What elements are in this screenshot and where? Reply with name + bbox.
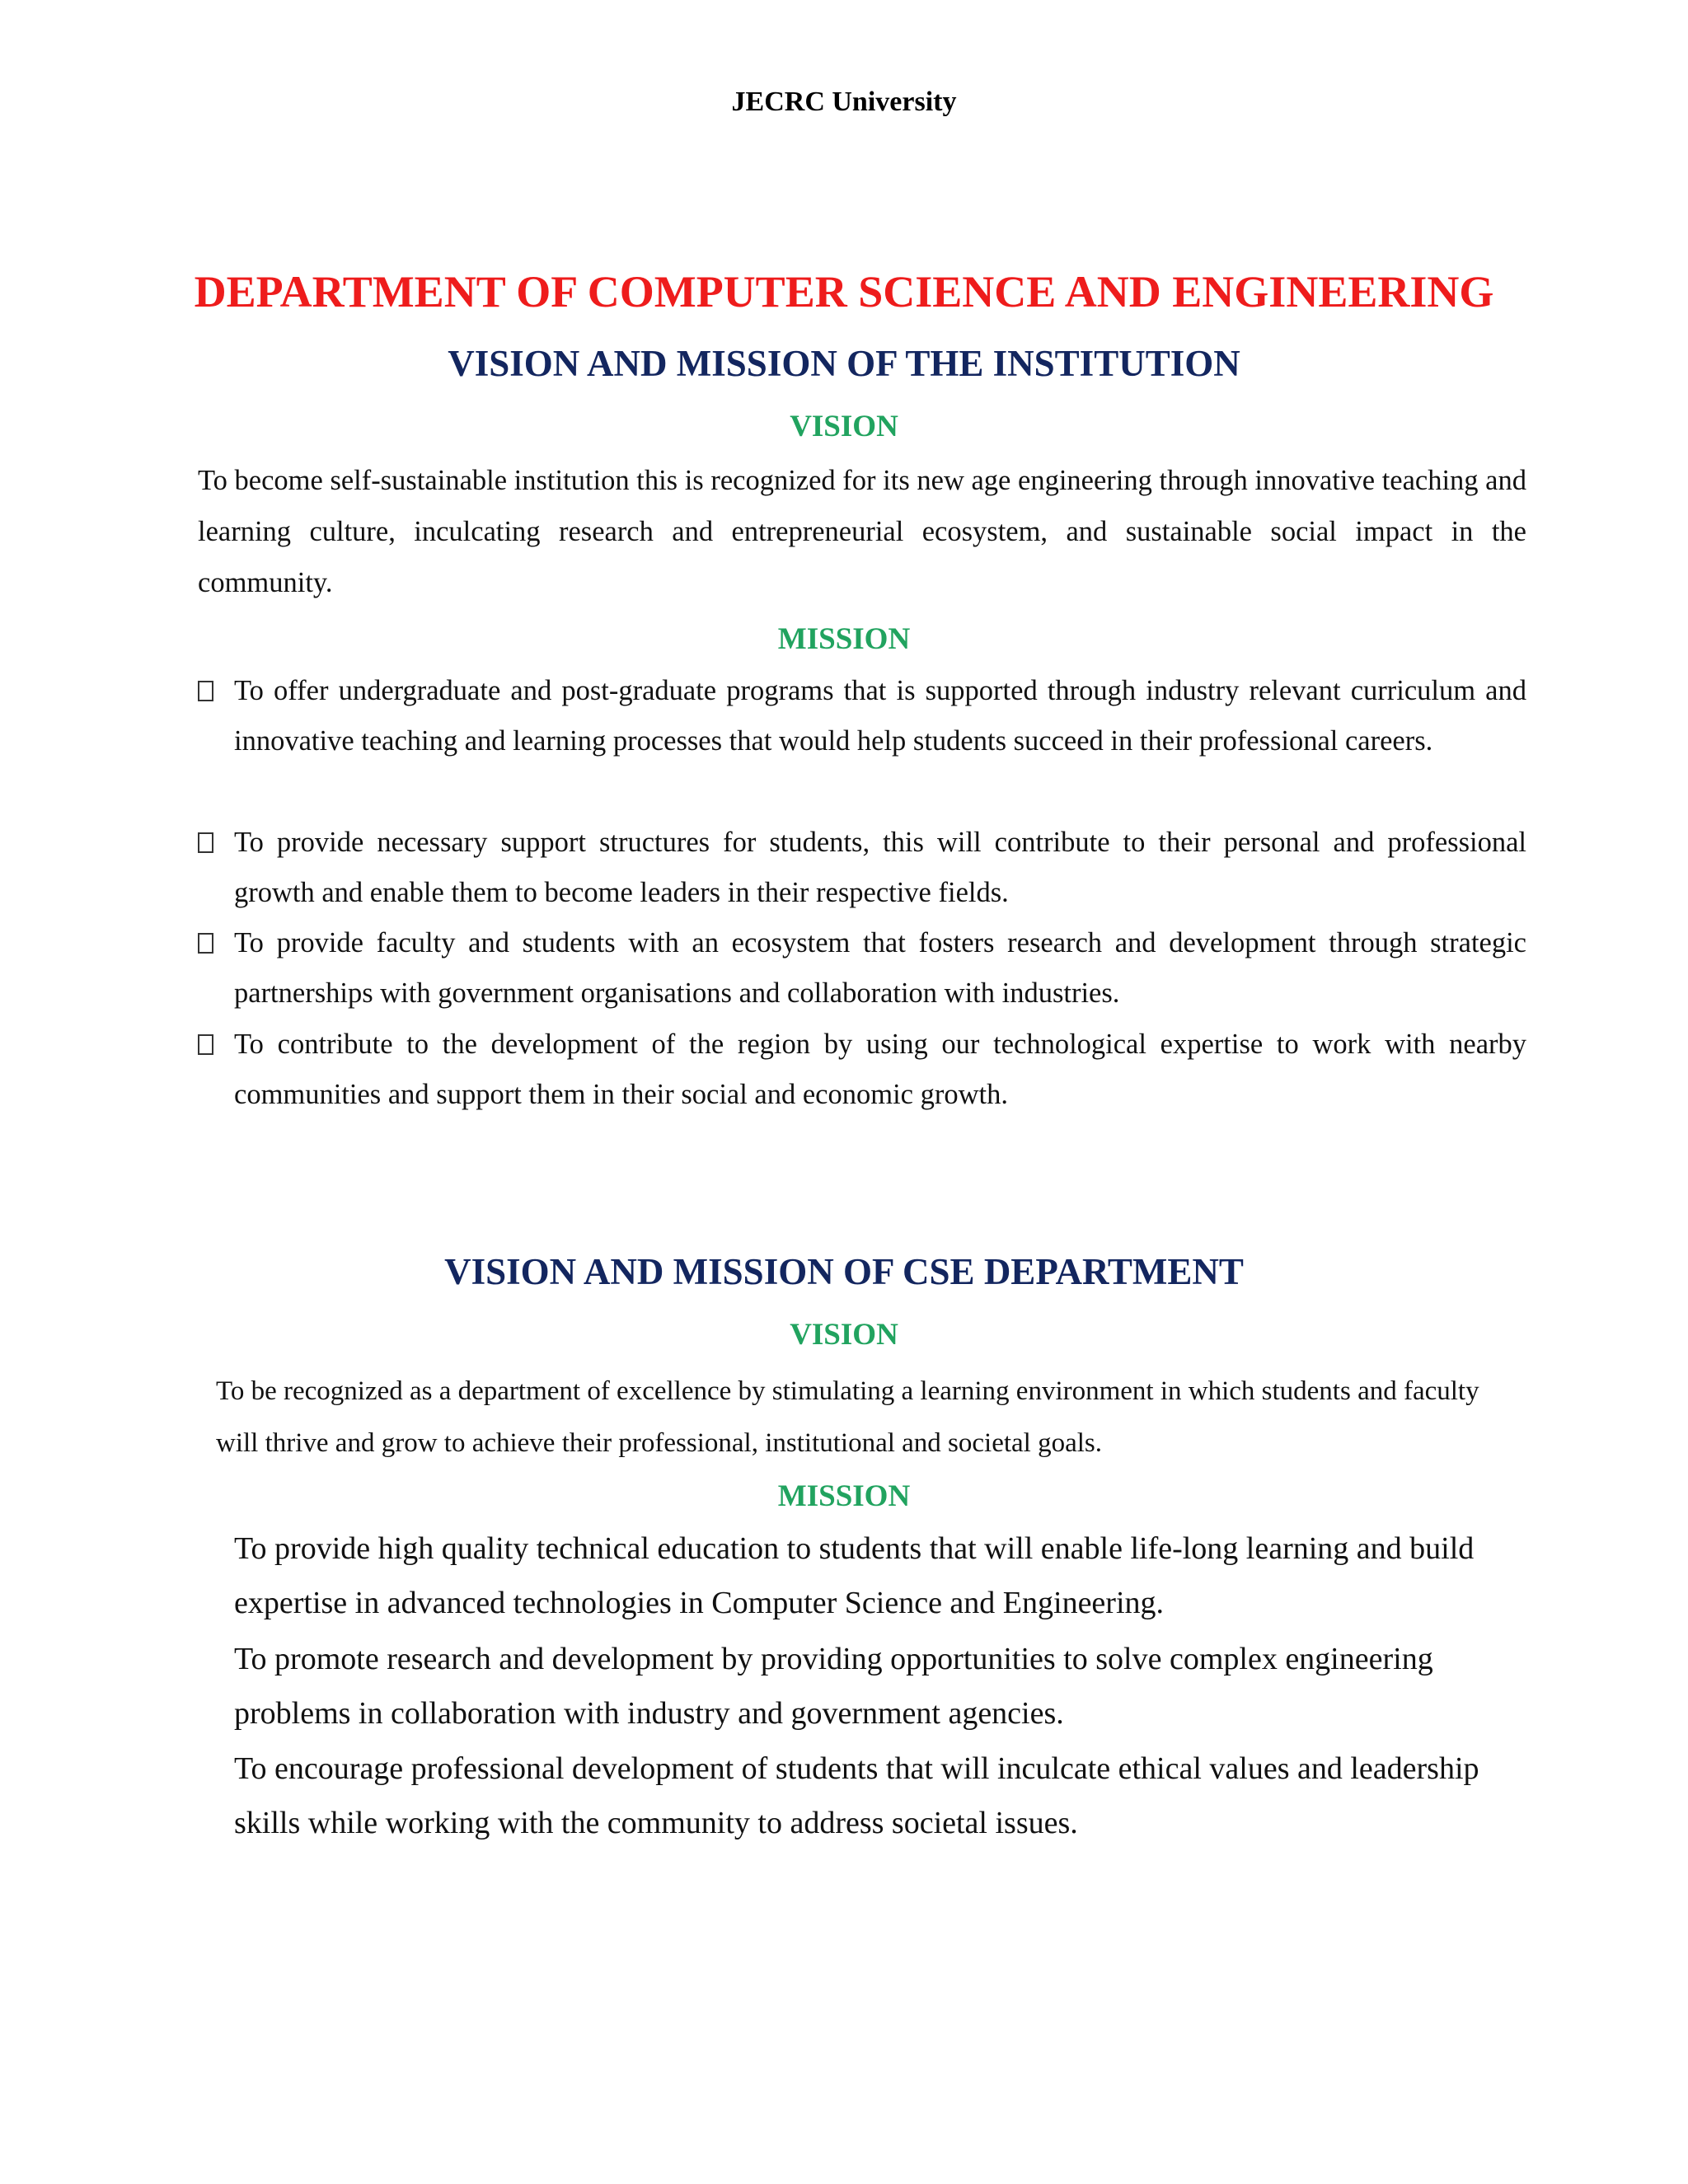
institution-mission-text: To provide necessary support structures for students, this will contribute to their personal and professional growth and enable them to become leaders in their respective fields.	[234, 827, 1526, 908]
institution-mission-text: To provide faculty and students with an ecosystem that fosters research and development through strategic partnerships with government organisations and collaboration with industries.	[234, 927, 1526, 1009]
university-header: JECRC University	[731, 87, 957, 117]
institution-section-title: VISION AND MISSION OF THE INSTITUTION	[448, 343, 1240, 384]
institution-vision-text: To become self-sustainable institution this is recognized for its new age engineering through innovative teaching and learning culture, inculcating research and entrepreneurial ecosystem, and sustainable social impact in the community.	[198, 465, 1526, 598]
department-mission-item: To promote research and development by providing opportunities to solve complex engineering problems in collaboration with industry and government agencies.	[234, 1642, 1433, 1731]
institution-vision-heading: VISION	[790, 410, 898, 443]
department-mission-item: To encourage professional development of students that will inculcate ethical values and leadership skills while working with the community to address societal issues.	[234, 1751, 1479, 1840]
square-bullet-icon	[198, 1034, 213, 1055]
department-vision-heading: VISION	[790, 1318, 898, 1352]
department-title: DEPARTMENT OF COMPUTER SCIENCE AND ENGINEERING	[194, 267, 1494, 316]
institution-mission-text: To contribute to the development of the region by using our technological expertise to work with nearby communities and support them in their social and economic growth.	[234, 1029, 1526, 1110]
department-vision-text: To be recognized as a department of excellence by stimulating a learning environment in which students and faculty will thrive and grow to achieve their professional, institutional and societal goals.	[216, 1376, 1479, 1458]
department-mission-heading: MISSION	[777, 1479, 911, 1513]
institution-mission-heading: MISSION	[777, 622, 911, 656]
institution-mission-text: To offer undergraduate and post-graduate programs that is supported through industry relevant curriculum and innovative teaching and learning processes that would help students succeed in their professional careers.	[234, 675, 1526, 757]
department-mission-item: To provide high quality technical education to students that will enable life-long learning and build expertise in advanced technologies in Computer Science and Engineering.	[234, 1531, 1475, 1620]
square-bullet-icon	[198, 933, 213, 954]
square-bullet-icon	[198, 832, 213, 853]
department-section-title: VISION AND MISSION OF CSE DEPARTMENT	[444, 1251, 1244, 1292]
square-bullet-icon	[198, 681, 213, 701]
